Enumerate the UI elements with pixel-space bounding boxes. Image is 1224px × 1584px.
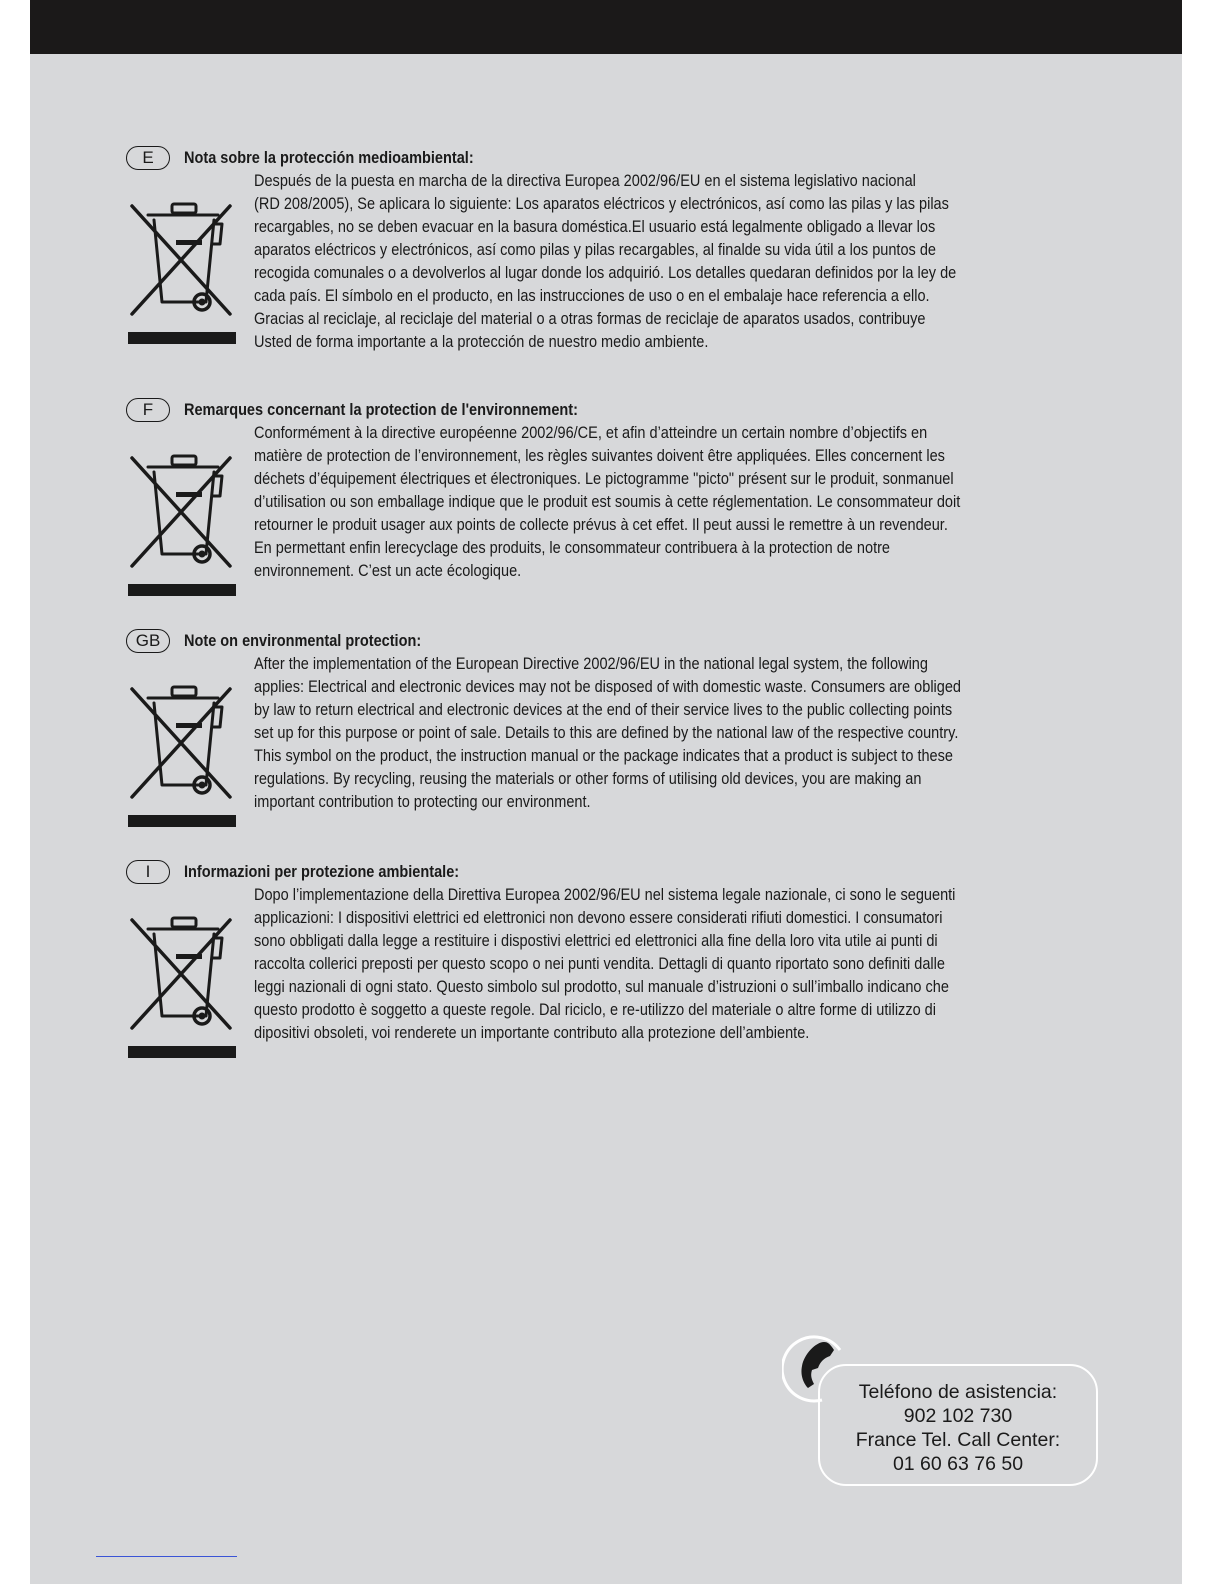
notice-line: recogida comunales o a devolverlos al lugar donde los adquirió. Los detalles quedaran definidos por la ley de: [254, 264, 957, 282]
notice-line: Dopo l’implementazione della Direttiva Europea 2002/96/EU nel sistema legale nazionale, ci sono le seguenti: [254, 886, 956, 904]
support-hotline-box: [818, 1364, 1098, 1486]
notice-line: Conformément à la directive européenne 2002/96/CE, et afin d’atteindre un certain nombre d’objectifs en: [254, 424, 928, 442]
weee-bin-icon: [126, 910, 238, 1060]
notice-line: regulations. By recycling, reusing the materials or other forms of utilising old devices, you are making an: [254, 770, 922, 788]
support-number-spain: 902 102 730: [903, 1405, 1013, 1427]
footer-link-underline: [96, 1556, 237, 1557]
notice-line: matière de protection de l’environnement, les règles suivantes doivent être appliquées. Elles concernent les: [254, 447, 945, 465]
notice-line: raccolta collerici preposti per questo scopo o nei punti vendita. Dettagli di quanto riportato sono definiti dalle: [254, 955, 945, 973]
support-label-spain: Teléfono de asistencia:: [858, 1381, 1058, 1403]
notice-line: This symbol on the product, the instruction manual or the package indicates that a product is subject to these: [254, 747, 953, 765]
notice-line: environnement. C’est un acte écologique.: [254, 562, 522, 580]
language-badge: GB: [126, 629, 170, 653]
notice-line: retourner le produit usager aux points de collecte prévus à cet effet. Il peut aussi le remettre à un revendeur.: [254, 516, 948, 534]
notice-line: set up for this purpose or point of sale. Details to this are defined by the national law of the respective country.: [254, 724, 959, 742]
notice-line: Gracias al reciclaje, al reciclaje del material o a otras formas de reciclaje de aparatos usados, contribuye: [254, 310, 926, 328]
notice-line: applies: Electrical and electronic devices may not be disposed of with domestic waste. Consumers are obliged: [254, 678, 962, 696]
notice-body: [254, 170, 1154, 354]
notice-line: Después de la puesta en marcha de la directiva Europea 2002/96/EU en el sistema legislativo nacional: [254, 172, 916, 190]
weee-bin-icon: [126, 679, 238, 829]
notice-title: Remarques concernant la protection de l'environnement:: [184, 401, 578, 419]
notice-title: Nota sobre la protección medioambiental:: [184, 149, 474, 167]
weee-bin-icon: [126, 448, 238, 598]
notice-line: dipositivi obsoleti, voi renderete un importante contributo alla protezione dell’ambiente.: [254, 1024, 810, 1042]
weee-bin-icon: [126, 196, 238, 346]
notice-line: cada país. El símbolo en el producto, en las instrucciones de uso o en el embalaje hace referencia a ello.: [254, 287, 930, 305]
support-label-france: France Tel. Call Center:: [855, 1429, 1061, 1451]
notice-body: [254, 422, 1154, 583]
manual-page: [30, 0, 1182, 1584]
language-badge: E: [126, 146, 170, 170]
notice-line: recargables, no se deben evacuar en la basura doméstica.El usuario está legalmente obligado a llevar los: [254, 218, 936, 236]
notice-line: En permettant enfin lerecyclage des produits, le consommateur contribuera à la protection de notre: [254, 539, 891, 557]
notice-line: by law to return electrical and electronic devices at the end of their service lives to the public collecting points: [254, 701, 953, 719]
notice-title: Informazioni per protezione ambientale:: [184, 863, 460, 881]
language-badge: I: [126, 860, 170, 884]
language-badge: F: [126, 398, 170, 422]
top-banner: [30, 0, 1182, 54]
notice-line: (RD 208/2005), Se aplicara lo siguiente: Los aparatos eléctricos y electrónicos, así como las pilas y las pilas: [254, 195, 949, 213]
notice-body: [254, 653, 1154, 814]
support-number-france: 01 60 63 76 50: [892, 1453, 1024, 1475]
notice-line: d’utilisation ou son emballage indique que le produit est soumis à cette réglementation. Le consommateur doit: [254, 493, 961, 511]
notice-body: [254, 884, 1154, 1045]
notice-line: Usted de forma importante a la protección de nuestro medio ambiente.: [254, 333, 709, 351]
notice-line: déchets d’équipement électriques et électroniques. Le pictogramme "picto" présent sur le produit, sonmanuel: [254, 470, 954, 488]
notice-title: Note on environmental protection:: [184, 632, 422, 650]
notice-line: important contribution to protecting our environment.: [254, 793, 591, 811]
notice-line: leggi nazionali di ogni stato. Questo simbolo sul prodotto, sul manuale d’istruzioni o sull’imballo indicano che: [254, 978, 949, 996]
notice-line: questo prodotto è soggetto a queste regole. Dal riciclo, e re-utilizzo del materiale o altre forme di utilizzo di: [254, 1001, 936, 1019]
notice-line: aparatos eléctricos y electrónicos, así como pilas y pilas recargables, al finalde su vida útil a los puntos de: [254, 241, 936, 259]
notice-line: After the implementation of the European Directive 2002/96/EU in the national legal system, the following: [254, 655, 928, 673]
notice-line: sono obbligati dalla legge a restituire i dispostivi elettrici ed elettronici alla fine della loro vita utile ai punti di: [254, 932, 938, 950]
notice-line: applicazioni: I dispositivi elettrici ed elettronici non devono essere considerati rifiuti domestici. I consumatori: [254, 909, 943, 927]
